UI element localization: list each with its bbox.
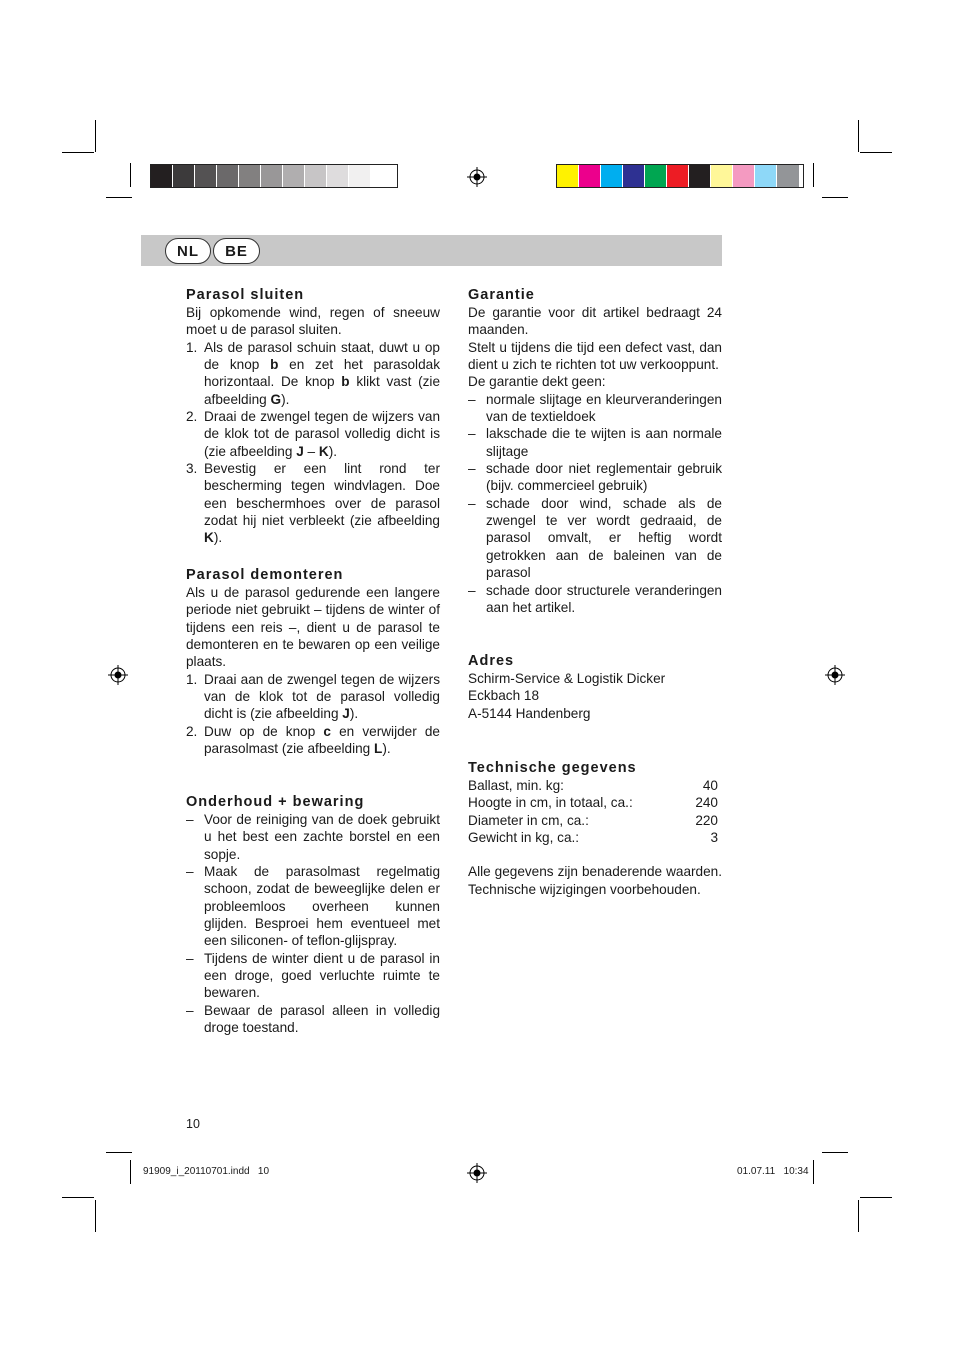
crop-mark [130, 163, 131, 187]
section-onderhoud-bewaring [186, 793, 440, 1036]
color-swatch [601, 165, 623, 187]
crop-mark [130, 1160, 131, 1184]
crop-mark [813, 1160, 814, 1184]
list-item: – schade door wind, schade als de zwengel te ver wordt gedraaid, de parasol omvalt, er heftig wordt getrokken aan de baleinen van de parasol [468, 495, 722, 581]
list-item: – Voor de reiniging van de doek gebruikt u het best een zachte borstel en een sopje. [186, 812, 440, 862]
color-swatch [557, 165, 579, 187]
address-line: A-5144 Handenberg [468, 705, 591, 721]
address-line: Schirm-Service & Logistik Dicker [468, 671, 666, 686]
section-title: Garantie [468, 287, 535, 303]
address-line: Eckbach 18 [468, 688, 540, 704]
list-item: 2. Duw op de knop c en verwijder de parasolmast (zie afbeelding L). [186, 723, 440, 757]
color-swatch [689, 165, 711, 187]
process-color-bar [556, 164, 804, 188]
crop-mark [858, 1200, 859, 1232]
section-intro: Bij opkomende wind, regen of sneeuw moet u de parasol sluiten. [186, 305, 440, 338]
left-column [186, 793, 440, 1036]
list-item: 1. Als de parasol schuin staat, duwt u op de knop b en zet het parasoldak horizontaal. De knop b klikt vast (zie afbeelding G). [186, 339, 441, 407]
crop-mark [95, 1200, 96, 1232]
registration-mark-icon [825, 665, 845, 685]
registration-mark-icon [108, 665, 128, 685]
color-swatch [645, 165, 667, 187]
color-swatch [711, 165, 733, 187]
paragraph: De garantie dekt geen: [468, 374, 606, 390]
crop-mark [62, 1197, 94, 1198]
gray-color-bar [150, 164, 398, 188]
page-number: 10 [186, 1117, 200, 1131]
paragraph: Stelt u tijdens die tijd een defect vast, dan dient u zich te richten tot uw verkooppunt. [468, 339, 722, 373]
list-item: – lakschade die te wijten is aan normale slijtage [468, 426, 722, 459]
spec-row: Ballast, min. kg: 40 [468, 778, 718, 793]
gray-swatch [261, 165, 283, 187]
section-parasol-sluiten [186, 286, 440, 547]
list-item: – Bewaar de parasol alleen in volledig droge toestand. [186, 1002, 440, 1036]
left-column [186, 566, 440, 757]
list-item: 1. Draai aan de zwengel tegen de wijzers van de klok tot de parasol volledig dicht is (zie afbeelding J). [186, 671, 440, 722]
right-column [468, 759, 722, 898]
section-parasol-demonteren [186, 566, 440, 757]
section-intro: Als u de parasol gedurende een langere periode niet gebruikt – tijdens de winter of tijdens een reis –, dient u de parasol te demonteren en te bewaren op een veilige plaats. [186, 585, 440, 670]
gray-swatch [305, 165, 327, 187]
gray-swatch [371, 165, 393, 187]
gray-swatch [195, 165, 217, 187]
gray-swatch [239, 165, 261, 187]
section-technische-gegevens [468, 759, 722, 898]
registration-mark-icon [467, 1163, 487, 1183]
list-item: – normale slijtage en kleurveranderingen van de textieldoek [468, 391, 722, 425]
spec-row: Diameter in cm, ca.: 220 [468, 812, 718, 828]
paragraph: De garantie voor dit artikel bedraagt 24 maanden. [468, 305, 722, 338]
right-column [468, 652, 722, 722]
slug-filename: 91909_i_20110701.indd 10 [143, 1166, 270, 1177]
spec-row: Hoogte in cm, in totaal, ca.: 240 [468, 795, 718, 811]
crop-mark [813, 163, 814, 187]
spec-row: Gewicht in kg, ca.: 3 [468, 830, 718, 846]
crop-mark [822, 1152, 848, 1153]
crop-mark [95, 120, 96, 152]
section-title: Adres [468, 653, 515, 669]
crop-mark [860, 152, 892, 153]
section-garantie [468, 286, 722, 616]
color-swatch [667, 165, 689, 187]
color-swatch [733, 165, 755, 187]
color-swatch [623, 165, 645, 187]
gray-swatch [283, 165, 305, 187]
crop-mark [62, 152, 94, 153]
list-item: 2. Draai de zwengel tegen de wijzers van de klok tot de parasol volledig dicht is (zie afbeelding J – K). [186, 409, 440, 459]
crop-mark [858, 120, 859, 152]
gray-swatch [349, 165, 371, 187]
crop-mark [106, 1152, 132, 1153]
list-item: – Maak de parasolmast regelmatig schoon, zodat de beweeglijke delen er probleemloos overheen kunnen glijden. Besproei hem eventueel met een siliconen- of teflon-glijspray. [186, 864, 440, 949]
section-title: Onderhoud + bewaring [186, 794, 365, 810]
color-swatch [777, 165, 799, 187]
list-item: – schade door structurele veranderingen aan het artikel. [468, 582, 722, 615]
left-column [186, 286, 440, 547]
gray-swatch [327, 165, 349, 187]
gray-swatch [217, 165, 239, 187]
gray-swatch [151, 165, 173, 187]
color-swatch [755, 165, 777, 187]
section-title: Parasol sluiten [186, 287, 305, 303]
language-badge-nl: NL [165, 238, 211, 264]
registration-mark-icon [467, 167, 487, 187]
slug-date: 01.07.11 10:34 [737, 1166, 809, 1177]
gray-swatch [173, 165, 195, 187]
language-badge-be: BE [213, 238, 260, 264]
right-column [468, 286, 722, 616]
section-title: Technische gegevens [468, 760, 637, 776]
paragraph: Alle gegevens zijn benaderende waarden. Technische wijzigingen voorbehouden. [468, 864, 722, 897]
crop-mark [822, 197, 848, 198]
list-item: – Tijdens de winter dient u de parasol in een droge, goed verluchte ruimte te bewaren. [186, 950, 440, 1001]
crop-mark [860, 1197, 892, 1198]
crop-mark [106, 197, 132, 198]
section-title: Parasol demonteren [186, 567, 344, 583]
list-item: – schade door niet reglementair gebruik (bijv. commercieel gebruik) [468, 461, 722, 494]
section-adres [468, 652, 722, 722]
color-swatch [579, 165, 601, 187]
list-item: 3. Bevestig er een lint rond ter bescherming tegen windvlagen. Doe een beschermhoes over de parasol zodat hij niet verbleekt (zie afbeelding K). [186, 461, 440, 546]
